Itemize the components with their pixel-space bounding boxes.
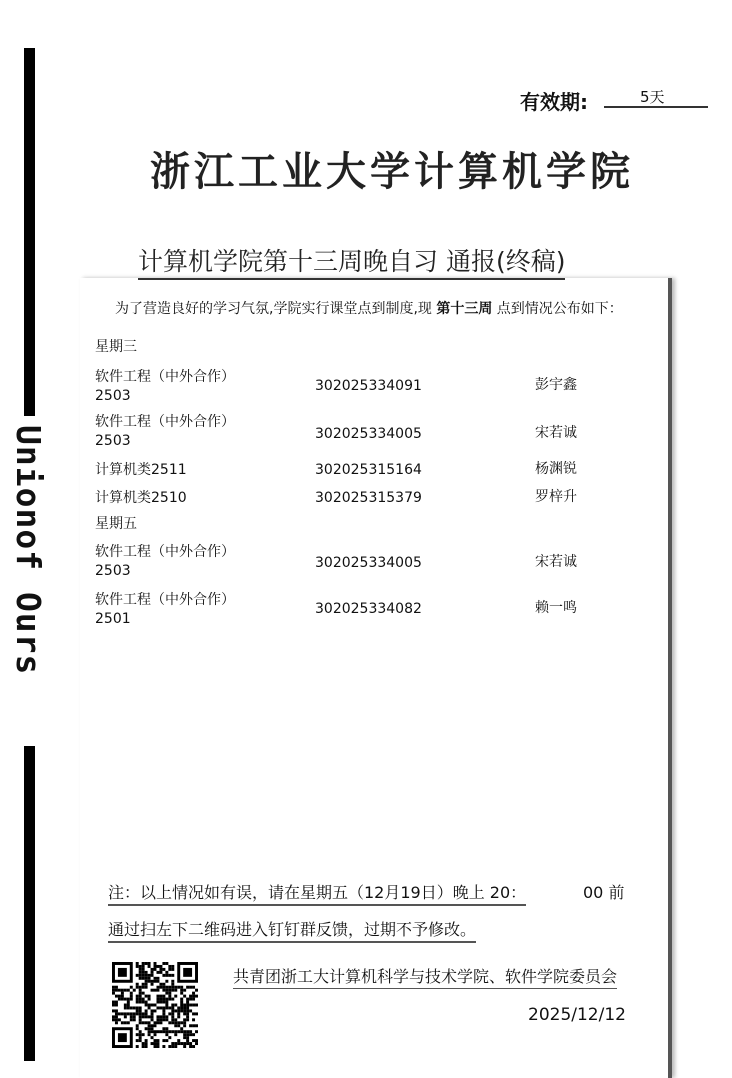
class-name: 软件工程（中外合作） <box>95 544 235 560</box>
student-id: 302025315379 <box>315 490 422 506</box>
class-name: 计算机类2510 <box>95 490 187 506</box>
student-name: 彭宇鑫 <box>535 377 577 393</box>
student-name: 罗梓升 <box>535 489 577 505</box>
qr-code-image[interactable] <box>111 962 199 1048</box>
class-name: 软件工程（中外合作） <box>95 414 235 430</box>
student-name: 宋若诚 <box>535 554 577 570</box>
note-line-2: 通过扫左下二维码进入钉钉群反馈，过期不予修改。 <box>108 919 476 943</box>
validity-label: 有效期: <box>520 90 588 114</box>
intro-text: 为了营造良好的学习气氛,学院实行课堂点到制度,现 第十三周 点到情况公布如下： <box>115 301 623 317</box>
notice-paper <box>80 278 672 1078</box>
validity-value: 5天 <box>640 88 665 106</box>
class-number: 2501 <box>95 611 131 627</box>
notice-subtitle: 计算机学院第十三周晚自习 通报(终稿) <box>138 246 565 280</box>
student-name: 宋若诚 <box>535 425 577 441</box>
student-id: 302025334005 <box>315 555 422 571</box>
student-id: 302025334082 <box>315 601 422 617</box>
note-line-1-tail: 00 前 <box>583 883 625 902</box>
class-name: 软件工程（中外合作） <box>95 369 235 385</box>
class-number: 2503 <box>95 563 131 579</box>
class-name: 计算机类2511 <box>95 462 187 478</box>
student-name: 杨渊锐 <box>535 461 577 477</box>
class-name: 软件工程（中外合作） <box>95 592 235 608</box>
class-number: 2503 <box>95 433 131 449</box>
side-bar-bottom <box>24 746 35 1061</box>
student-id: 302025334091 <box>315 378 422 394</box>
day-heading: 星期五 <box>95 516 137 532</box>
organization-name: 共青团浙工大计算机科学与技术学院、软件学院委员会 <box>233 966 617 989</box>
note-line-1: 注：以上情况如有误，请在星期五（12月19日）晚上 20： <box>108 882 526 906</box>
page-title: 浙江工业大学计算机学院 <box>150 149 634 195</box>
notice-date: 2025/12/12 <box>528 1005 626 1025</box>
day-heading: 星期三 <box>95 339 137 355</box>
side-bar-top <box>24 48 35 416</box>
student-name: 赖一鸣 <box>535 600 577 616</box>
class-number: 2503 <box>95 388 131 404</box>
student-id: 302025315164 <box>315 462 422 478</box>
side-text: Unionof Ours <box>9 425 48 676</box>
student-id: 302025334005 <box>315 426 422 442</box>
